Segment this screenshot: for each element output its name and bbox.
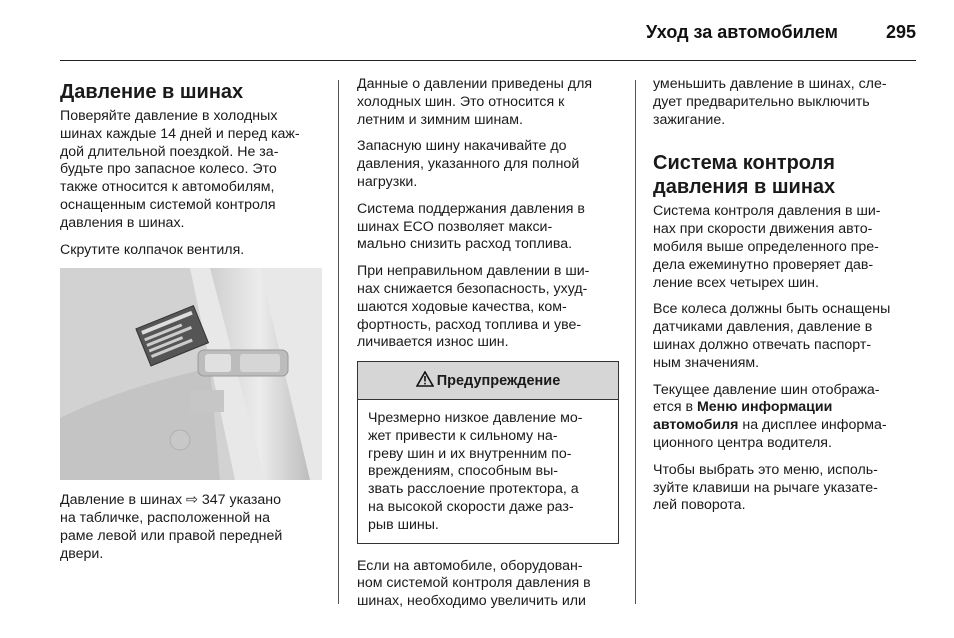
column-divider: [338, 80, 339, 604]
menu-reference: Меню информации автомобиля: [653, 399, 833, 434]
paragraph-text: Текущее давление шин отобража- ется в: [653, 381, 880, 416]
column-3: [653, 76, 915, 524]
page-number: 295: [885, 22, 916, 42]
section-heading: Система контроля давления в шинах: [653, 152, 836, 199]
paragraph: Запасную шину накачивайте до давления, указанного для полной нагрузки.: [357, 138, 580, 190]
door-frame-photo: [60, 268, 322, 480]
paragraph: Скрутите колпачок вентиля.: [60, 241, 245, 258]
warning-triangle-icon: [416, 371, 434, 387]
door-frame-illustration: [60, 268, 322, 480]
column-2: [357, 76, 619, 620]
paragraph-text: на дисплее информа- ционного центра водителя.: [653, 417, 887, 451]
warning-header: [358, 362, 618, 400]
caption-text: указано на табличке, расположенной на раме левой или правой передней двери.: [60, 492, 283, 562]
section-title: Уход за автомобилем: [646, 22, 838, 42]
paragraph: Поверяйте давление в холодных шинах каждые 14 дней и перед каж- дой длительной поездкой. Не за- будьте про запасное колесо. Это также относится к автомобилям, оснащенным системой контроля давления в шинах.: [60, 108, 300, 231]
paragraph: Если на автомобиле, оборудован- ном системой контроля давления в шинах, необходимо увеличить или: [357, 557, 591, 610]
paragraph: Чтобы выбрать это меню, исполь- зуйте клавиши на рычаге указате- лей поворота.: [653, 461, 878, 514]
page-reference[interactable]: 347: [201, 492, 226, 509]
paragraph: Система контроля давления в ши- нах при скорости движения авто- мобиля выше определенного пре- дела ежеминутно проверяет дав- ление всех четырех шин.: [653, 203, 881, 291]
caption-text: Давление в шинах: [60, 492, 183, 509]
warning-box: [357, 361, 619, 543]
warning-title: Предупреждение: [436, 373, 561, 390]
column-1: [60, 76, 322, 573]
paragraph: Все колеса должны быть оснащены датчиками давления, давление в шинах должно отвечать паспорт- ным значениям.: [653, 301, 891, 371]
paragraph: При неправильном давлении в ши- нах снижается безопасность, ухуд- шаются ходовые качества, ком- фортность, расход топлива и уве- личивается износ шин.: [357, 263, 590, 351]
paragraph: уменьшить давление в шинах, сле- дует предварительно выключить зажигание.: [653, 76, 887, 128]
paragraph: [653, 382, 915, 453]
page-header: [646, 22, 916, 43]
page-reference-arrow-icon: ⇨: [186, 492, 198, 509]
warning-text: Чрезмерно низкое давление мо- жет привести к сильному на- греву шин и их внутренним по- вреждениям, способным вы- звать расслоение протектора, а на высокой скорости даже раз- рыв шины.: [368, 409, 583, 533]
column-divider: [635, 80, 636, 604]
header-divider: [60, 60, 916, 61]
section-heading: Давление в шинах: [60, 81, 244, 103]
paragraph: Система поддержания давления в шинах ECO позволяет макси- мально снизить расход топлива.: [357, 200, 585, 253]
photo-caption: [60, 492, 322, 563]
paragraph: Данные о давлении приведены для холодных шин. Это относится к летним и зимним шинам.: [357, 76, 593, 128]
